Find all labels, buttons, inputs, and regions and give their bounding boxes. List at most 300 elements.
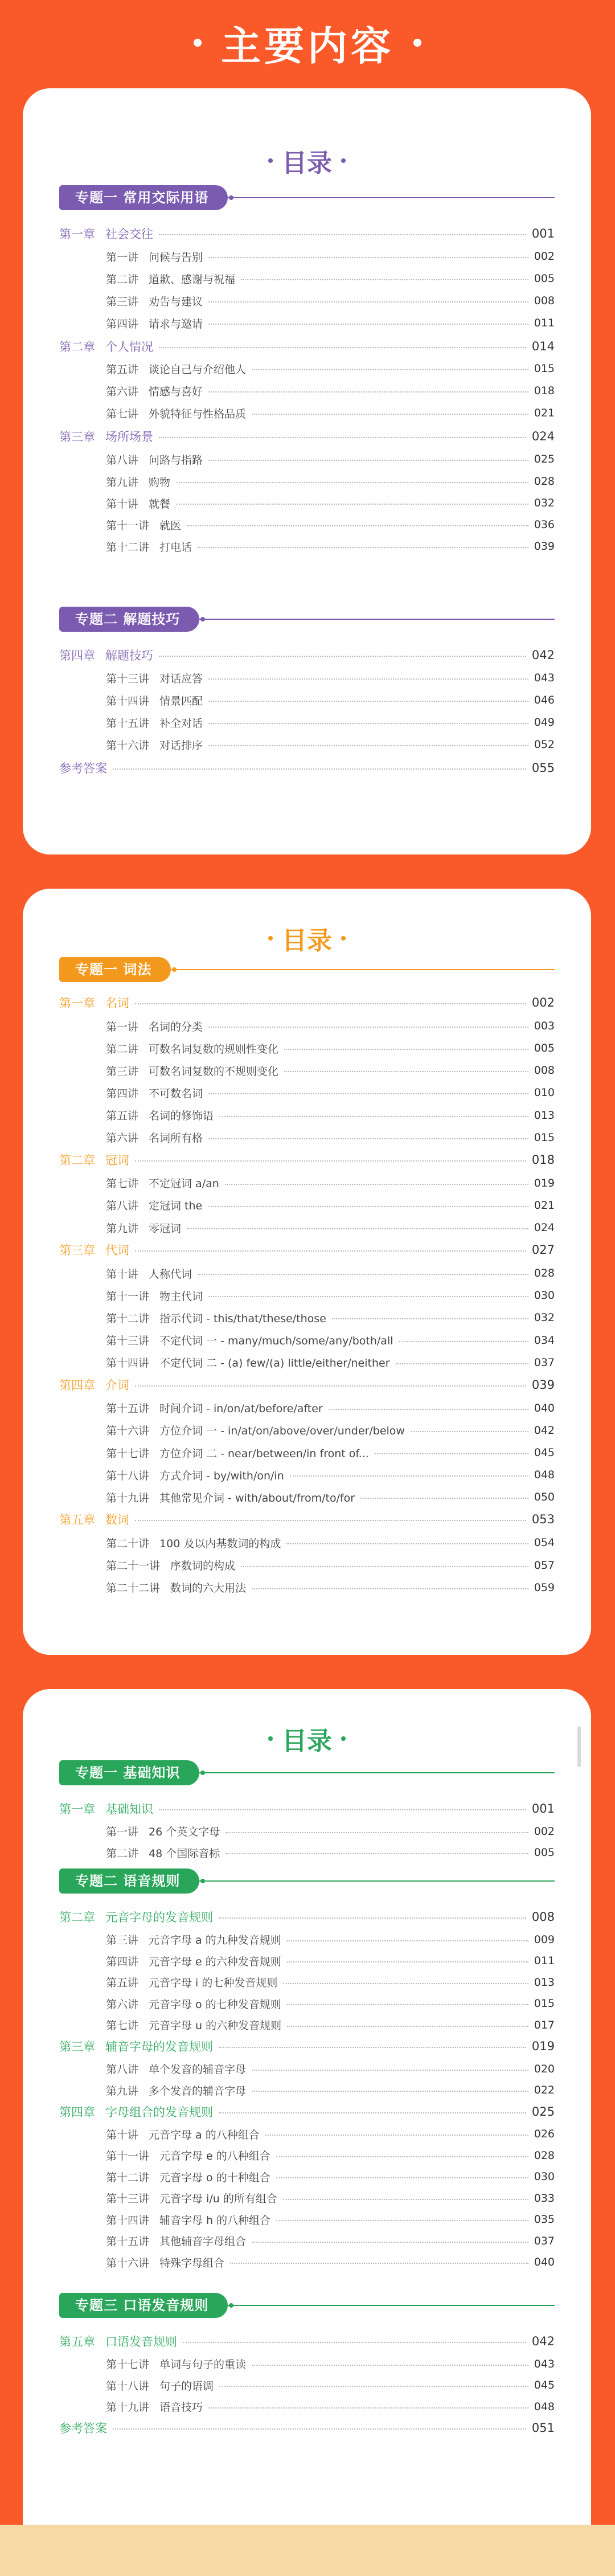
lecture-entry[interactable]: [59, 714, 555, 731]
dot-leader: [208, 2407, 528, 2409]
entry-number: 第三章: [59, 430, 95, 444]
entry-title: 辅音字母 h 的八种组合: [159, 2214, 271, 2227]
entry-title: 元音字母 u 的六种发音规则: [149, 2019, 282, 2032]
lecture-entry[interactable]: [59, 2060, 555, 2078]
entry-page: 053: [531, 1512, 555, 1527]
lecture-entry[interactable]: [59, 1040, 555, 1057]
topic-label: 专题一 基础知识: [59, 1760, 199, 1785]
lecture-entry[interactable]: [59, 1309, 555, 1326]
lecture-entry[interactable]: [59, 248, 555, 265]
bullet-icon: [200, 617, 205, 621]
lecture-entry[interactable]: [59, 360, 555, 377]
dot-leader: [198, 547, 528, 548]
lecture-entry[interactable]: [59, 2190, 555, 2207]
entry-page: 048: [534, 2400, 555, 2413]
entry-number: 第二章: [59, 1911, 95, 1924]
entry-title: 元音字母 a 的九种发音规则: [149, 1934, 281, 1947]
lecture-entry[interactable]: [59, 1489, 555, 1506]
entry-page: 059: [534, 1581, 555, 1594]
dot-leader: [252, 369, 528, 370]
entry-page: 036: [534, 518, 555, 531]
entry-title: 可数名词复数的不规则变化: [149, 1065, 279, 1078]
dot-leader: [219, 2386, 528, 2387]
entry-title: 冠词: [105, 1153, 129, 1167]
entry-title: 请求与邀请: [149, 317, 203, 330]
entry-title: 口语发音规则: [105, 2335, 177, 2349]
lecture-entry[interactable]: [59, 1952, 555, 1969]
chapter-entry[interactable]: [59, 1908, 555, 1925]
entry-number: 第十六讲: [106, 739, 150, 752]
lecture-entry[interactable]: [59, 2082, 555, 2099]
dot-leader: [283, 1983, 528, 1984]
entry-number: 第四章: [59, 2105, 95, 2119]
entry-number: 第四讲: [106, 317, 139, 330]
entry-page: 003: [534, 1020, 555, 1033]
toc-title-text: 目录: [282, 1727, 332, 1756]
lecture-entry[interactable]: [59, 516, 555, 533]
lecture-entry[interactable]: [59, 2017, 555, 2034]
lecture-entry[interactable]: [59, 1107, 555, 1124]
entry-title: 场所场景: [105, 430, 153, 444]
entry-title: 方位介词 一 - in/at/on/above/over/under/below: [159, 1425, 405, 1438]
topic-label: 专题二 解题技巧: [59, 607, 199, 632]
entry-page: 015: [534, 1997, 555, 2010]
bullet-icon: [268, 936, 273, 941]
entry-page: 027: [531, 1243, 555, 1257]
entry-title: 问候与告别: [149, 251, 203, 264]
dot-leader: [198, 1274, 528, 1275]
topic-label: 专题二 语音规则: [59, 1868, 199, 1894]
entry-page: 024: [534, 1221, 555, 1234]
entry-number: 第八讲: [106, 453, 139, 467]
entry-title: 元音字母 o 的十种组合: [159, 2171, 270, 2184]
entry-page: 033: [534, 2191, 555, 2205]
entry-number: 第一讲: [106, 251, 139, 264]
entry-page: 005: [534, 272, 555, 285]
entry-page: 025: [534, 453, 555, 465]
entry-number: 第十三讲: [106, 2193, 150, 2205]
lecture-entry[interactable]: [59, 292, 555, 309]
lecture-entry[interactable]: [59, 2211, 555, 2228]
dot-leader: [208, 1138, 528, 1139]
lecture-entry[interactable]: [59, 692, 555, 709]
bullet-icon: [341, 1736, 346, 1741]
lecture-entry[interactable]: [59, 1062, 555, 1079]
lecture-entry[interactable]: [59, 538, 555, 555]
dot-leader: [135, 1520, 526, 1521]
dot-leader: [159, 656, 526, 657]
dot-leader: [208, 1093, 528, 1094]
dot-leader: [208, 1206, 528, 1207]
dot-leader: [208, 391, 528, 392]
page-header: [0, 0, 615, 85]
lecture-entry[interactable]: [59, 2356, 555, 2373]
dot-leader: [208, 324, 528, 325]
bullet-icon: [200, 1879, 205, 1883]
chapter-entry[interactable]: [59, 2333, 555, 2350]
lecture-entry[interactable]: [59, 2232, 555, 2250]
lecture-entry[interactable]: [59, 1129, 555, 1146]
dot-leader: [219, 2047, 526, 2048]
lecture-entry[interactable]: [59, 1332, 555, 1349]
topic-header: [59, 607, 555, 632]
entry-number: 第一讲: [106, 1826, 139, 1838]
entry-page: 042: [534, 1424, 555, 1437]
entry-number: 第一章: [59, 227, 95, 241]
lecture-entry[interactable]: [59, 1444, 555, 1461]
entry-title: 26 个英文字母: [149, 1826, 220, 1838]
dot-leader: [208, 723, 528, 724]
lecture-entry[interactable]: [59, 1974, 555, 1991]
entry-number: 第十二讲: [106, 1312, 150, 1325]
entry-page: 008: [534, 295, 555, 307]
dot-leader: [226, 1853, 528, 1854]
chapter-entry[interactable]: [59, 1376, 555, 1393]
toc-title-text: 目录: [282, 149, 332, 178]
lecture-entry[interactable]: [59, 451, 555, 468]
entry-page: 037: [534, 1356, 555, 1369]
dot-leader: [159, 234, 526, 235]
entry-title: 元音字母的发音规则: [105, 1911, 213, 1924]
dot-leader: [396, 1363, 528, 1364]
entry-page: 048: [534, 1469, 555, 1482]
entry-title: 单个发音的辅音字母: [149, 2063, 247, 2076]
entry-page: 002: [531, 996, 555, 1009]
lecture-entry[interactable]: [59, 1084, 555, 1101]
entry-page: 021: [534, 407, 555, 419]
chapter-entry[interactable]: [59, 225, 555, 242]
dot-leader: [375, 1453, 528, 1454]
entry-page: 013: [534, 1976, 555, 1989]
bullet-icon: [200, 1771, 205, 1775]
lecture-entry[interactable]: [59, 736, 555, 753]
entry-title: 元音字母 e 的八种组合: [159, 2150, 270, 2162]
entry-title: 打电话: [159, 541, 192, 554]
topic-header: [59, 957, 555, 982]
chapter-entry[interactable]: [59, 647, 555, 664]
entry-number: 第十一讲: [106, 519, 150, 532]
entry-number: 第四章: [59, 649, 95, 663]
entry-number: 第十四讲: [106, 694, 150, 708]
entry-number: 第十二讲: [106, 2171, 150, 2184]
lecture-entry[interactable]: [59, 2168, 555, 2185]
lecture-entry[interactable]: [59, 1219, 555, 1236]
lecture-entry[interactable]: [59, 1265, 555, 1282]
lecture-entry[interactable]: [59, 1844, 555, 1861]
entry-page: 042: [531, 648, 555, 662]
entry-title: 零冠词: [149, 1222, 182, 1235]
dot-leader: [208, 678, 528, 680]
entry-page: 015: [534, 362, 555, 375]
entry-number: 第十九讲: [106, 2401, 150, 2414]
dot-leader: [283, 2199, 528, 2200]
entry-number: 第十三讲: [106, 1335, 150, 1347]
lecture-entry[interactable]: [59, 1931, 555, 1948]
entry-title: 其他辅音字母组合: [159, 2235, 247, 2248]
entry-number: 第十七讲: [106, 1447, 150, 1460]
dot-leader: [135, 1003, 526, 1004]
bullet-icon: [341, 936, 346, 941]
entry-page: 020: [534, 2062, 555, 2075]
entry-number: 第四讲: [106, 1955, 139, 1968]
entry-page: 045: [534, 1446, 555, 1459]
entry-title: 48 个国际音标: [149, 1847, 220, 1860]
entry-title: 多个发音的辅音字母: [149, 2084, 247, 2097]
dot-leader: [284, 1049, 528, 1050]
entry-title: 时间介词 - in/on/at/before/after: [159, 1403, 323, 1416]
lecture-entry[interactable]: [59, 314, 555, 332]
entry-number: 第五章: [59, 2335, 95, 2349]
entry-title: 句子的语调: [159, 2379, 214, 2393]
entry-title: 个人情况: [105, 340, 153, 354]
lecture-entry[interactable]: [59, 669, 555, 686]
entry-title: 社会交往: [105, 227, 153, 241]
entry-page: 050: [534, 1491, 555, 1504]
dot-leader: [113, 2428, 526, 2430]
dot-leader: [208, 460, 528, 461]
entry-number: 第十五讲: [106, 2235, 150, 2248]
bullet-icon: [268, 1736, 273, 1741]
dot-leader: [287, 1961, 528, 1962]
entry-title: 方式介词 - by/with/on/in: [159, 1469, 284, 1482]
entry-title: 元音字母 e 的六种发音规则: [149, 1955, 281, 1968]
lecture-entry[interactable]: [59, 2254, 555, 2271]
entry-page: 040: [534, 2256, 555, 2268]
lecture-entry[interactable]: [59, 1197, 555, 1214]
bottom-band: [0, 2525, 615, 2576]
lecture-entry[interactable]: [59, 1017, 555, 1035]
toc-title: [23, 920, 591, 956]
dot-leader: [287, 2026, 528, 2027]
entry-number: 第四章: [59, 1378, 95, 1392]
entry-number: 第二十讲: [106, 1537, 150, 1550]
entry-number: 第三讲: [106, 1065, 139, 1078]
lecture-entry[interactable]: [59, 1557, 555, 1574]
entry-number: 第一讲: [106, 1020, 139, 1033]
entry-title: 100 及以内基数词的构成: [159, 1537, 281, 1550]
lecture-entry[interactable]: [59, 2377, 555, 2394]
entry-title: 辅音字母的发音规则: [105, 2040, 213, 2054]
entry-title: 代词: [105, 1244, 129, 1258]
lecture-entry[interactable]: [59, 270, 555, 287]
dot-leader: [159, 347, 526, 348]
entry-number: 第十四讲: [106, 1357, 150, 1370]
bullet-icon: [229, 2303, 233, 2308]
entry-title: 物主代词: [159, 1290, 203, 1303]
bullet-icon: [194, 39, 202, 47]
topic-label: 专题一 词法: [59, 957, 171, 982]
topic-header: [59, 185, 555, 210]
entry-page: 034: [534, 1334, 555, 1347]
entry-title: 外貌特征与性格品质: [149, 407, 247, 420]
entry-title: 名词所有格: [149, 1132, 203, 1145]
entry-number: 第十八讲: [106, 1469, 150, 1482]
chapter-entry[interactable]: [59, 2103, 555, 2120]
entry-number: 第五章: [59, 1513, 95, 1527]
lecture-entry[interactable]: [59, 1354, 555, 1371]
entry-title: 其他常见介词 - with/about/from/to/for: [159, 1491, 355, 1504]
bullet-icon: [172, 967, 177, 972]
topic-label: 专题一 常用交际用语: [59, 185, 228, 210]
entry-title: 道歉、感谢与祝福: [149, 273, 236, 286]
entry-number: 第二章: [59, 1153, 95, 1167]
topic-header: [59, 1760, 555, 1785]
entry-page: 028: [534, 475, 555, 488]
entry-page: 043: [534, 2357, 555, 2370]
dot-leader: [332, 1318, 528, 1319]
entry-number: 第十六讲: [106, 1425, 150, 1438]
entry-number: 第二讲: [106, 1847, 139, 1860]
dot-leader: [287, 1940, 528, 1941]
entry-title: 对话应答: [159, 672, 203, 685]
chapter-entry[interactable]: [59, 1151, 555, 1168]
entry-title: 可数名词复数的规则性变化: [149, 1042, 279, 1056]
lecture-entry[interactable]: [59, 494, 555, 512]
entry-number: 第十四讲: [106, 2214, 150, 2227]
entry-page: 028: [534, 2149, 555, 2162]
entry-number: 第六讲: [106, 1998, 139, 2011]
dot-leader: [252, 2070, 528, 2071]
entry-title: 语音技巧: [159, 2401, 203, 2414]
bullet-icon: [413, 39, 421, 47]
lecture-entry[interactable]: [59, 382, 555, 399]
entry-number: 第九讲: [106, 2084, 139, 2097]
toc-title: [23, 1720, 591, 1757]
entry-title: 特殊字母组合: [159, 2256, 225, 2270]
dot-leader: [241, 1566, 528, 1567]
entry-number: 第七讲: [106, 1177, 139, 1191]
lecture-entry[interactable]: [59, 1400, 555, 1417]
dot-leader: [360, 1498, 528, 1499]
entry-number: 第二十一讲: [106, 1560, 161, 1572]
lecture-entry[interactable]: [59, 1823, 555, 1840]
entry-number: 第二讲: [106, 273, 139, 286]
lecture-entry[interactable]: [59, 1175, 555, 1192]
lecture-entry[interactable]: [59, 2398, 555, 2415]
dot-leader: [230, 2263, 528, 2264]
entry-number: 第十九讲: [106, 1491, 150, 1504]
entry-page: 028: [534, 1267, 555, 1280]
chapter-entry[interactable]: [59, 994, 555, 1011]
lecture-entry[interactable]: [59, 404, 555, 422]
lecture-entry[interactable]: [59, 1995, 555, 2012]
entry-page: 011: [534, 1955, 555, 1967]
dot-leader: [135, 1160, 526, 1162]
entry-number: 第十一讲: [106, 2150, 150, 2162]
lecture-entry[interactable]: [59, 1287, 555, 1304]
dot-leader: [208, 701, 528, 702]
dot-leader: [183, 2342, 526, 2343]
dot-leader: [208, 1296, 528, 1297]
dot-leader: [135, 1385, 526, 1387]
entry-page: 014: [531, 340, 555, 353]
chapter-entry[interactable]: [59, 428, 555, 445]
page-title: 主要内容: [221, 22, 394, 69]
lecture-entry[interactable]: [59, 1422, 555, 1439]
dot-leader: [208, 257, 528, 258]
entry-page: 039: [534, 540, 555, 553]
toc-card: [23, 88, 591, 854]
entry-page: 002: [534, 250, 555, 263]
entry-page: 057: [534, 1559, 555, 1572]
dot-leader: [241, 279, 528, 280]
entry-number: 第九讲: [106, 476, 139, 489]
dot-leader: [225, 1184, 528, 1185]
entry-page: 046: [534, 694, 555, 706]
entry-title: 名词的分类: [149, 1020, 203, 1033]
entry-title: 劝告与建议: [149, 295, 203, 308]
entry-page: 035: [534, 2213, 555, 2226]
entry-page: 022: [534, 2084, 555, 2096]
chapter-entry[interactable]: [59, 338, 555, 355]
entry-number: 第四讲: [106, 1087, 139, 1100]
entry-number: 第七讲: [106, 407, 139, 420]
chapter-entry[interactable]: [59, 1241, 555, 1258]
entry-page: 042: [531, 2334, 555, 2348]
dot-leader: [176, 504, 528, 505]
entry-number: 第十八讲: [106, 2379, 150, 2393]
entry-number: 第六讲: [106, 385, 139, 398]
entry-number: 第三讲: [106, 1934, 139, 1947]
entry-page: 018: [534, 385, 555, 397]
chapter-entry[interactable]: [59, 2038, 555, 2055]
entry-number: 参考答案: [59, 2422, 107, 2435]
entry-title: 介词: [105, 1378, 129, 1392]
entry-page: 052: [534, 738, 555, 751]
entry-number: 第九讲: [106, 1222, 139, 1235]
lecture-entry[interactable]: [59, 2147, 555, 2164]
dot-leader: [113, 768, 526, 770]
chapter-entry[interactable]: [59, 1511, 555, 1528]
chapter-entry[interactable]: [59, 759, 555, 776]
chapter-entry[interactable]: [59, 2419, 555, 2436]
entry-page: 019: [534, 1176, 555, 1189]
entry-page: 001: [531, 227, 555, 240]
dot-leader: [208, 745, 528, 746]
entry-title: 不可数名词: [149, 1087, 203, 1100]
bullet-icon: [341, 158, 346, 163]
entry-number: 第十七讲: [106, 2358, 150, 2371]
entry-page: 008: [531, 1910, 555, 1924]
chapter-entry[interactable]: [59, 1800, 555, 1817]
lecture-entry[interactable]: [59, 1534, 555, 1551]
lecture-entry[interactable]: [59, 1466, 555, 1483]
lecture-entry[interactable]: [59, 473, 555, 490]
entry-page: 032: [534, 1311, 555, 1324]
entry-number: 第二十二讲: [106, 1582, 161, 1595]
entry-page: 037: [534, 2234, 555, 2247]
lecture-entry[interactable]: [59, 2125, 555, 2142]
entry-number: 第三章: [59, 2040, 95, 2054]
lecture-entry[interactable]: [59, 1579, 555, 1596]
dot-leader: [411, 1431, 528, 1432]
entry-page: 002: [534, 1825, 555, 1838]
entry-title: 元音字母 o 的七种发音规则: [149, 1998, 281, 2011]
dot-leader: [287, 2004, 528, 2005]
entry-number: 第三讲: [106, 295, 139, 308]
toc-title-text: 目录: [282, 926, 332, 955]
entry-title: 数词的六大用法: [170, 1582, 247, 1595]
entry-number: 第十五讲: [106, 717, 150, 730]
dot-leader: [265, 2135, 528, 2136]
entry-title: 不定冠词 a/an: [149, 1177, 219, 1191]
entry-page: 045: [534, 2379, 555, 2391]
dot-leader: [290, 1475, 528, 1477]
entry-page: 026: [534, 2128, 555, 2140]
entry-title: 对话排序: [159, 739, 203, 752]
entry-page: 009: [534, 1933, 555, 1946]
entry-title: 购物: [149, 476, 171, 489]
